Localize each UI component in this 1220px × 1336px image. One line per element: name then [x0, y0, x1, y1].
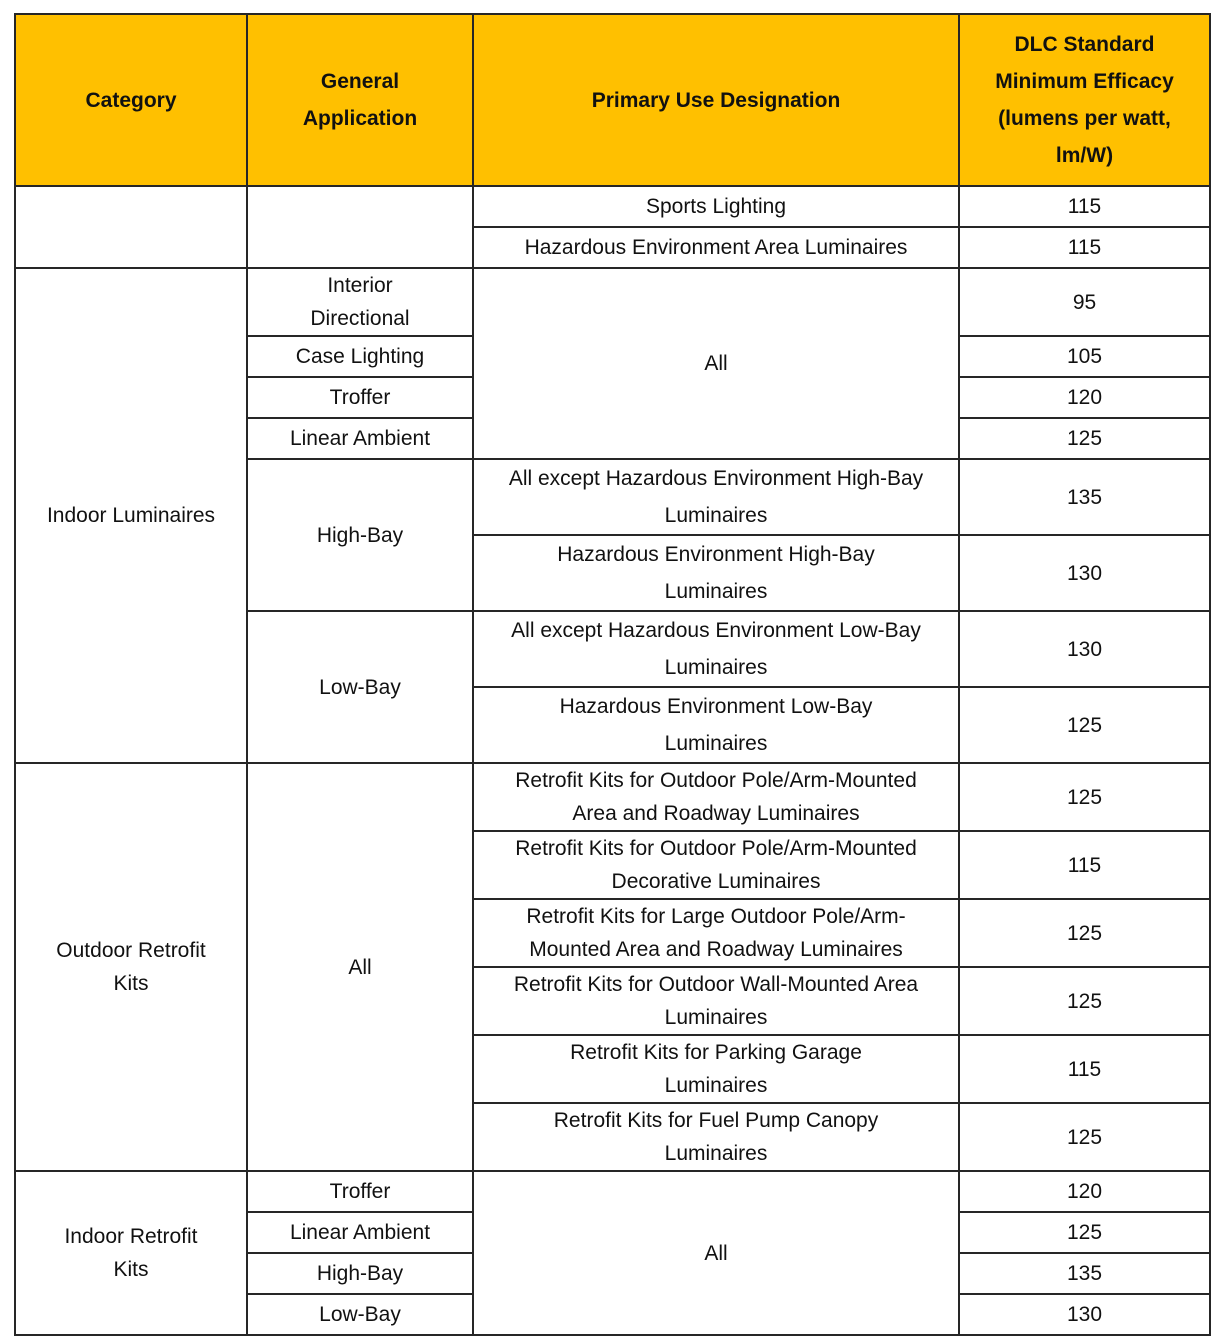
application-cell	[247, 186, 473, 268]
efficacy-cell: 125	[959, 899, 1210, 967]
use-cell: Retrofit Kits for Outdoor Pole/Arm-Mounted Area and Roadway Luminaires	[473, 763, 959, 831]
use-cell: Retrofit Kits for Parking Garage Luminaires	[473, 1035, 959, 1103]
use-cell: Retrofit Kits for Outdoor Wall-Mounted Area Luminaires	[473, 967, 959, 1035]
use-cell: Retrofit Kits for Fuel Pump Canopy Luminaires	[473, 1103, 959, 1171]
application-cell: Low-Bay	[247, 1294, 473, 1335]
efficacy-cell: 95	[959, 268, 1210, 336]
efficacy-cell: 135	[959, 1253, 1210, 1294]
efficacy-cell: 130	[959, 611, 1210, 687]
application-cell: Low-Bay	[247, 611, 473, 763]
use-cell: Hazardous Environment Area Luminaires	[473, 227, 959, 268]
table-row	[15, 763, 1210, 831]
efficacy-cell: 120	[959, 1171, 1210, 1212]
use-cell: Hazardous Environment Low-Bay Luminaires	[473, 687, 959, 763]
application-cell: Linear Ambient	[247, 418, 473, 459]
application-cell: Troffer	[247, 1171, 473, 1212]
efficacy-cell: 130	[959, 1294, 1210, 1335]
application-cell: High-Bay	[247, 1253, 473, 1294]
efficacy-cell: 125	[959, 967, 1210, 1035]
category-cell	[15, 186, 247, 268]
efficacy-cell: 125	[959, 687, 1210, 763]
use-cell: Sports Lighting	[473, 186, 959, 227]
efficacy-cell: 115	[959, 831, 1210, 899]
application-cell: High-Bay	[247, 459, 473, 611]
application-cell: Case Lighting	[247, 336, 473, 377]
efficacy-cell: 135	[959, 459, 1210, 535]
efficacy-cell: 125	[959, 1212, 1210, 1253]
header-row	[15, 14, 1210, 186]
table-row	[15, 1171, 1210, 1212]
header-efficacy: DLC Standard Minimum Efficacy (lumens per watt, lm/W)	[959, 14, 1210, 186]
header-general-application: General Application	[247, 14, 473, 186]
efficacy-table	[14, 13, 1211, 1336]
efficacy-cell: 115	[959, 227, 1210, 268]
application-cell: All	[247, 763, 473, 1171]
efficacy-cell: 115	[959, 1035, 1210, 1103]
table-row	[15, 268, 1210, 336]
use-cell: All except Hazardous Environment High-Bay Luminaires	[473, 459, 959, 535]
use-cell: All	[473, 1171, 959, 1335]
category-cell: Indoor Retrofit Kits	[15, 1171, 247, 1335]
application-cell: Troffer	[247, 377, 473, 418]
efficacy-cell: 125	[959, 763, 1210, 831]
efficacy-cell: 125	[959, 418, 1210, 459]
category-cell: Outdoor Retrofit Kits	[15, 763, 247, 1171]
use-cell: All	[473, 268, 959, 459]
efficacy-cell: 125	[959, 1103, 1210, 1171]
use-cell: Hazardous Environment High-Bay Luminaires	[473, 535, 959, 611]
application-cell: Linear Ambient	[247, 1212, 473, 1253]
use-cell: All except Hazardous Environment Low-Bay Luminaires	[473, 611, 959, 687]
efficacy-cell: 130	[959, 535, 1210, 611]
category-cell: Indoor Luminaires	[15, 268, 247, 763]
use-cell: Retrofit Kits for Large Outdoor Pole/Arm-Mounted Area and Roadway Luminaires	[473, 899, 959, 967]
header-category: Category	[15, 14, 247, 186]
header-primary-use: Primary Use Designation	[473, 14, 959, 186]
application-cell: Interior Directional	[247, 268, 473, 336]
efficacy-cell: 115	[959, 186, 1210, 227]
efficacy-cell: 105	[959, 336, 1210, 377]
table-row	[15, 186, 1210, 227]
efficacy-cell: 120	[959, 377, 1210, 418]
use-cell: Retrofit Kits for Outdoor Pole/Arm-Mounted Decorative Luminaires	[473, 831, 959, 899]
